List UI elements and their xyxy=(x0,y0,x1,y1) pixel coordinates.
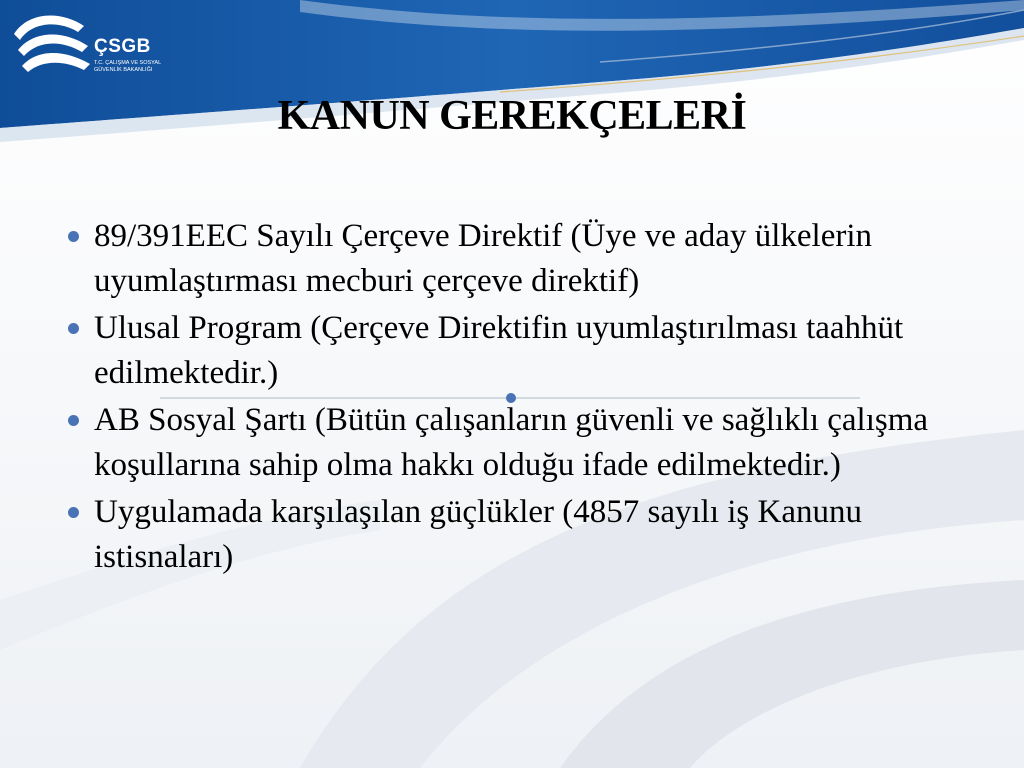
logo-subtitle: T.C. ÇALIŞMA VE SOSYAL GÜVENLİK BAKANLIĞI xyxy=(94,60,161,73)
bullet-item xyxy=(66,214,966,304)
slide-title: KANUN GEREKÇELERİ xyxy=(277,93,747,139)
logo xyxy=(8,8,178,94)
bullet-item xyxy=(66,398,966,488)
bullet-text: 89/391EEC Sayılı Çerçeve Direktif (Üye ve aday ülkelerin uyumlaştırması mecburi çerçeve direktif) xyxy=(94,218,872,299)
bullet-dot-icon xyxy=(68,231,79,242)
bullet-item xyxy=(66,490,966,580)
logo-acronym: ÇSGB xyxy=(94,36,151,57)
bullet-text: Uygulamada karşılaşılan güçlükler (4857 sayılı iş Kanunu istisnaları) xyxy=(94,494,862,575)
bullet-text: AB Sosyal Şartı (Bütün çalışanların güvenli ve sağlıklı çalışma koşullarına sahip olma hakkı olduğu ifade edilmektedir.) xyxy=(94,402,929,483)
logo-mark-icon xyxy=(8,8,96,80)
bullet-text: Ulusal Program (Çerçeve Direktifin uyumlaştırılması taahhüt edilmektedir.) xyxy=(94,310,904,391)
bullet-item xyxy=(66,306,966,396)
bullet-list xyxy=(66,214,966,582)
bullet-dot-icon xyxy=(68,323,79,334)
bullet-dot-icon xyxy=(68,415,79,426)
bullet-dot-icon xyxy=(68,507,79,518)
